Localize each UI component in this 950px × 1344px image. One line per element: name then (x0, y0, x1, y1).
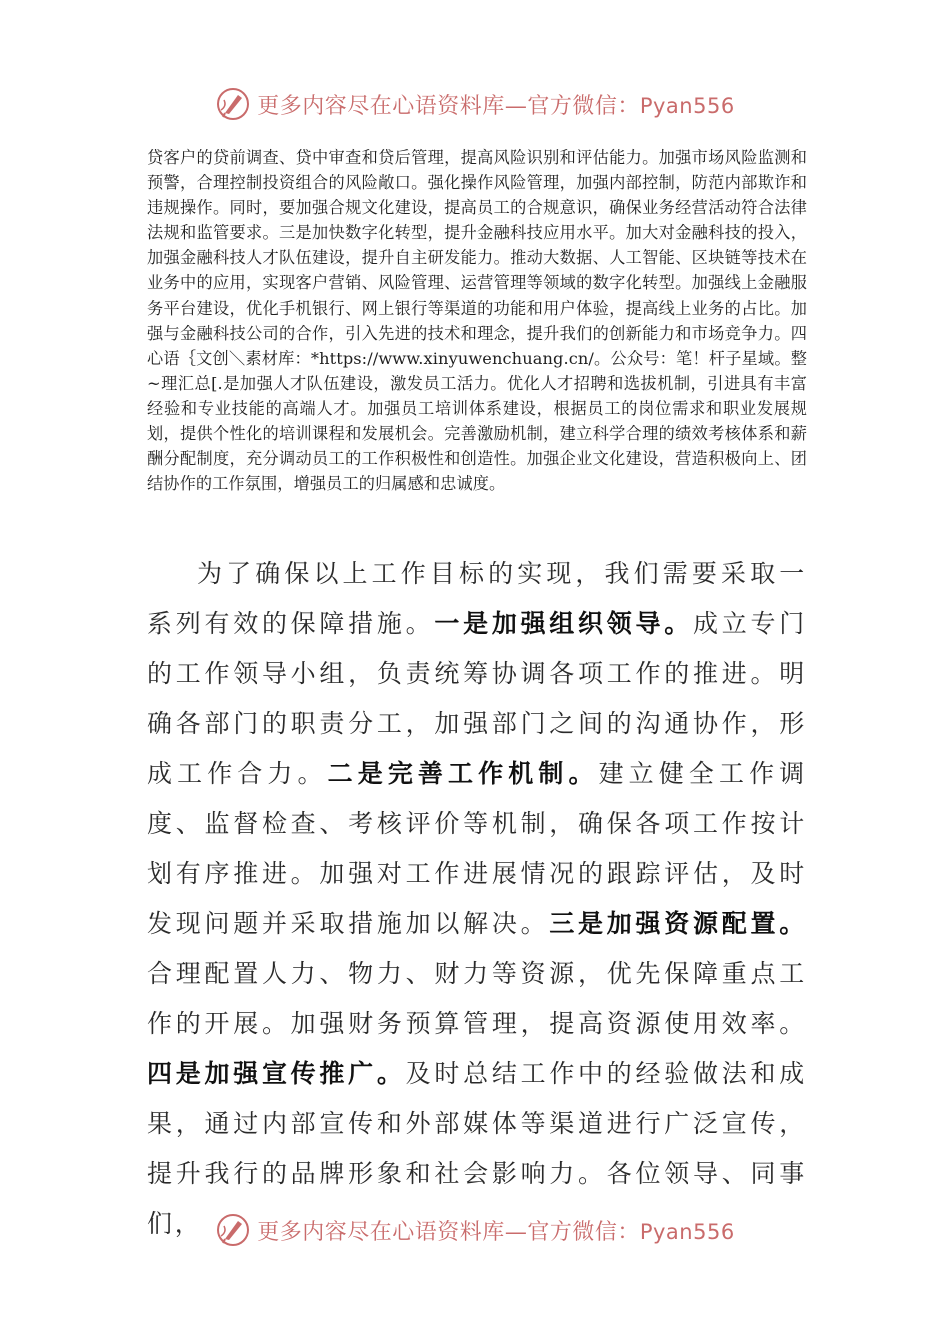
paragraph-intro: 为了确保以上工作目标的实现，我们需要采取一系列有效的保障措施。 (147, 559, 807, 638)
measure-text-4: 及时总结工作中的经验做法和成果，通过内部宣传和外部媒体等渠道进行广泛宣传，提升我行的品牌形象和社会影响力。各位领导、同事们， (147, 1059, 808, 1238)
quill-logo-icon (215, 86, 251, 122)
footer-watermark (0, 1210, 950, 1250)
quill-logo-icon (215, 1212, 251, 1248)
measure-heading-2: 二是完善工作机制。 (327, 759, 599, 788)
main-paragraph (147, 549, 807, 1249)
measure-text-2: 建立健全工作调度、监督检查、考核评价等机制，确保各项工作按计划有序推进。加强对工作进展情况的跟踪评估，及时发现问题并采取措施加以解决。 (147, 759, 807, 938)
measure-heading-1: 一是加强组织领导。 (434, 609, 693, 638)
measure-heading-3: 三是加强资源配置。 (549, 909, 808, 938)
measure-heading-4: 四是加强宣传推广。 (147, 1059, 406, 1088)
watermark-contact: 官方微信： (527, 93, 640, 119)
watermark-title: 更多内容尽在心语资料库 (257, 93, 505, 119)
watermark-handle: Pyan556 (639, 93, 735, 118)
watermark-dash: — (504, 1219, 528, 1245)
watermark-title: 更多内容尽在心语资料库 (257, 1219, 505, 1245)
main-body (147, 549, 807, 1249)
watermark-text (257, 1215, 734, 1246)
measure-text-1: 成立专门的工作领导小组，负责统筹协调各项工作的推进。明确各部门的职责分工，加强部门之间的沟通协作，形成工作合力。 (147, 609, 807, 788)
watermark-handle: Pyan556 (639, 1219, 735, 1244)
watermark-text (257, 89, 734, 120)
header-watermark (0, 84, 950, 124)
watermark-contact: 官方微信： (527, 1219, 640, 1245)
measure-text-3: 合理配置人力、物力、财力等资源，优先保障重点工作的开展。加强财务预算管理，提高资源使用效率。 (147, 959, 807, 1038)
watermark-dash: — (504, 93, 528, 119)
dense-paragraph: 贷客户的贷前调查、贷中审查和贷后管理，提高风险识别和评估能力。加强市场风险监测和预警，合理控制投资组合的风险敞口。强化操作风险管理，加强内部控制，防范内部欺诈和违规操作。同时，要加强合规文化建设，提高员工的合规意识，确保业务经营活动符合法律法规和监管要求。三是加快数字化转型，提升金融科技应用水平。加大对金融科技的投入，加强金融科技人才队伍建设，提升自主研发能力。推动大数据、人工智能、区块链等技术在业务中的应用，实现客户营销、风险管理、运营管理等领域的数字化转型。加强线上金融服务平台建设，优化手机银行、网上银行等渠道的功能和用户体验，提高线上业务的占比。加强与金融科技公司的合作，引入先进的技术和理念，提升我们的创新能力和市场竞争力。四心语｛文创＼素材库：*https://www.xinyuwenchuang.cn/。公众号：笔！杆子星域。整~理汇总[.是加强人才队伍建设，激发员工活力。优化人才招聘和选拔机制，引进具有丰富经验和专业技能的高端人才。加强员工培训体系建设，根据员工的岗位需求和职业发展规划，提供个性化的培训课程和发展机会。完善激励机制，建立科学合理的绩效考核体系和薪酬分配制度，充分调动员工的工作积极性和创造性。加强企业文化建设，营造积极向上、团结协作的工作氛围，增强员工的归属感和忠诚度。 (147, 148, 807, 494)
